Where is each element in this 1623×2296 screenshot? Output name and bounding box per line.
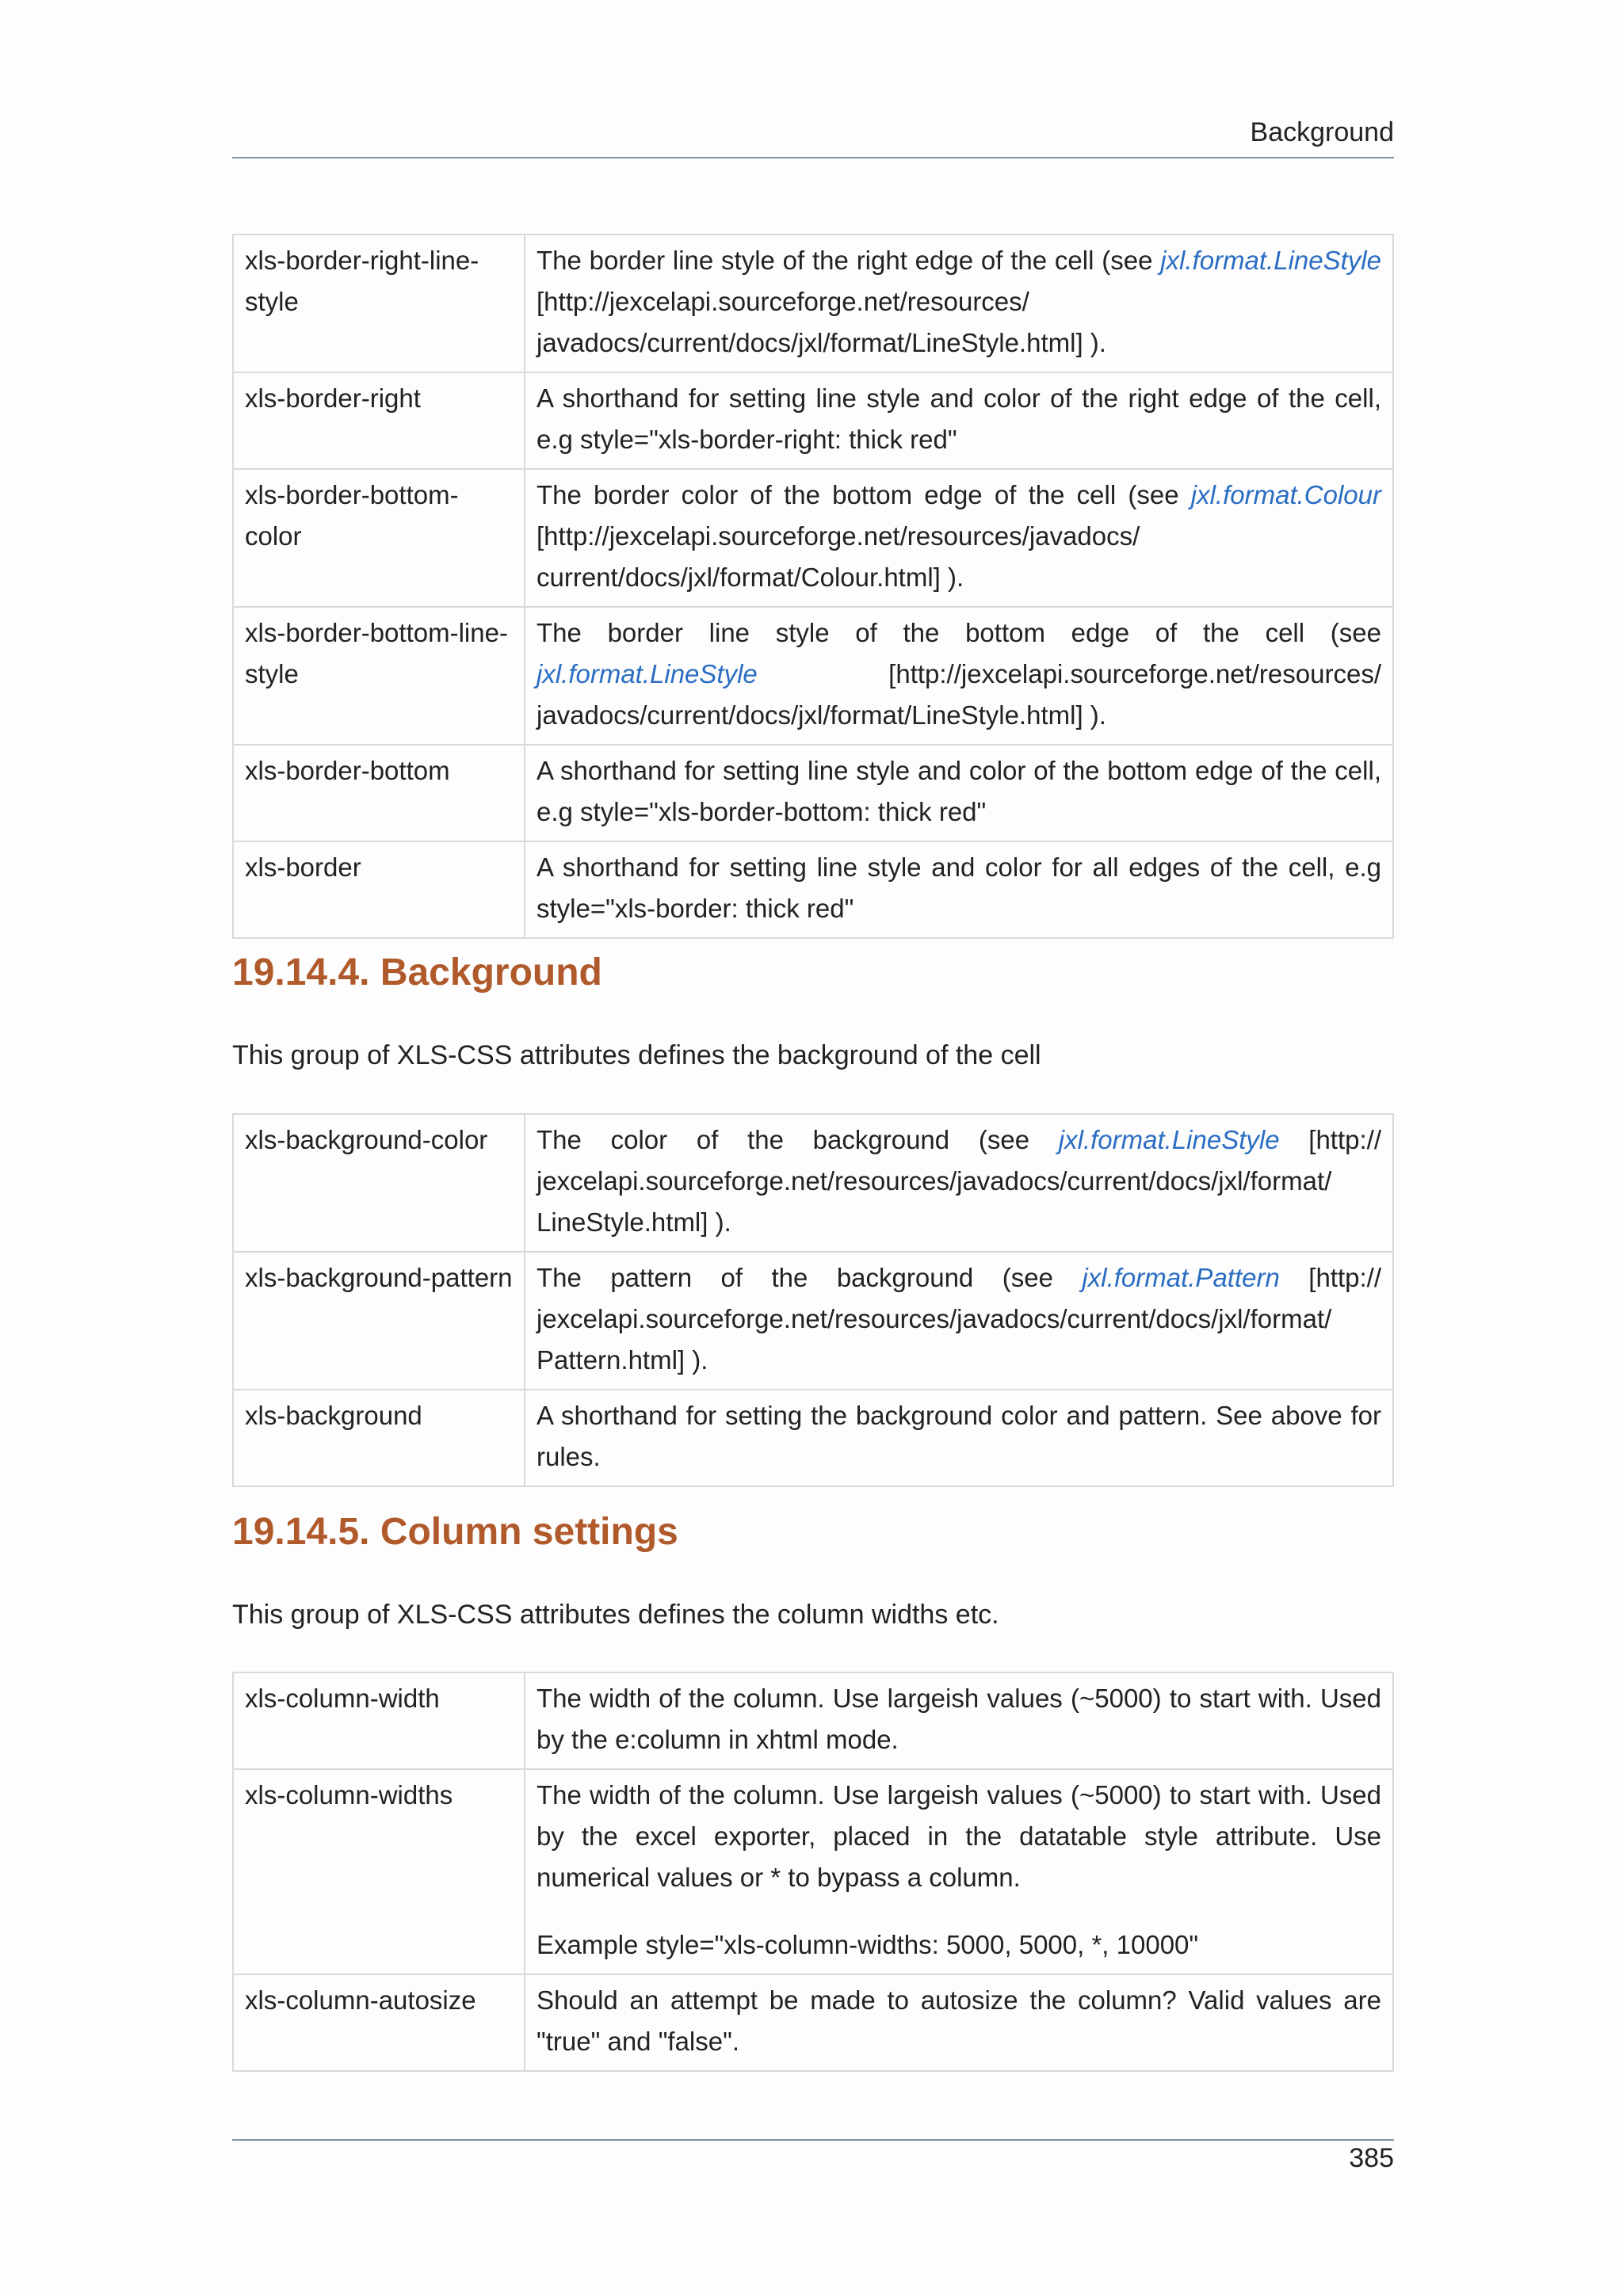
attribute-name: xls-border-bottom-color [233,469,525,607]
attribute-description: A shorthand for setting line style and color of the right edge of the cell, e.g style="xls-border-right: thick red" [525,372,1393,469]
table-row [233,1252,1393,1390]
attribute-description: The border line style of the right edge of the cell (see jxl.format.LineStyle [http://jexcelapi.sourceforge.net/resources/ javadocs/current/docs/jxl/format/LineStyle.html] ). [525,235,1393,372]
attribute-description: A shorthand for setting line style and color of the bottom edge of the cell, e.g style="xls-border-bottom: thick red" [525,745,1393,841]
attribute-name: xls-background-color [233,1114,525,1252]
background-attributes-table [232,1113,1394,1487]
attribute-description: The pattern of the background (see jxl.format.Pattern [http:// jexcelapi.sourceforge.net/resources/javadocs/current/docs/jxl/format/ Pattern.html] ). [525,1252,1393,1390]
attribute-description: The border line style of the bottom edge of the cell (see jxl.format.LineStyle [http://jexcelapi.sourceforge.net/resources/ javadocs/current/docs/jxl/format/LineStyle.html] ). [525,607,1393,745]
table-row [233,469,1393,607]
attribute-name: xls-column-autosize [233,1974,525,2071]
colour-link[interactable]: jxl.format.Colour [1190,480,1381,509]
attribute-description: Should an attempt be made to autosize the column? Valid values are "true" and "false". [525,1974,1393,2071]
section-intro-column-settings: This group of XLS-CSS attributes defines the column widths etc. [232,1600,999,1630]
attribute-description: A shorthand for setting line style and color for all edges of the cell, e.g style="xls-border: thick red" [525,841,1393,938]
section-heading-background: 19.14.4. Background [232,952,602,994]
linestyle-link[interactable]: jxl.format.LineStyle [1058,1125,1280,1154]
running-header: Background [1250,117,1394,147]
pattern-link[interactable]: jxl.format.Pattern [1082,1263,1280,1292]
table-row [233,372,1393,469]
attribute-name: xls-border-right [233,372,525,469]
attribute-description: The border color of the bottom edge of the cell (see jxl.format.Colour [http://jexcelapi.sourceforge.net/resources/javadocs/ current/docs/jxl/format/Colour.html] ). [525,469,1393,607]
table-row [233,1390,1393,1486]
attribute-name: xls-background-pattern [233,1252,525,1390]
linestyle-link[interactable]: jxl.format.LineStyle [1160,246,1381,275]
example-paragraph: Example style="xls-column-widths: 5000, 5000, *, 10000" [537,1930,1199,1959]
border-attributes-table [232,234,1394,939]
table-row [233,1974,1393,2071]
attribute-description: The color of the background (see jxl.format.LineStyle [http:// jexcelapi.sourceforge.net/resources/javadocs/current/docs/jxl/format/ LineStyle.html] ). [525,1114,1393,1252]
attribute-description: A shorthand for setting the background color and pattern. See above for rules. [525,1390,1393,1486]
table-row [233,1769,1393,1974]
table-row [233,1672,1393,1769]
section-heading-column-settings: 19.14.5. Column settings [232,1511,678,1553]
table-row [233,745,1393,841]
attribute-description: The width of the column. Use largeish values (~5000) to start with. Used by the e:column in xhtml mode. [525,1672,1393,1769]
footer-rule [232,2139,1394,2141]
attribute-description [525,1769,1393,1974]
table-row [233,1114,1393,1252]
attribute-name: xls-border-right-line-style [233,235,525,372]
table-row [233,841,1393,938]
column-attributes-table [232,1672,1394,2072]
attribute-name: xls-column-width [233,1672,525,1769]
linestyle-link[interactable]: jxl.format.LineStyle [537,659,758,688]
attribute-name: xls-border-bottom-line-style [233,607,525,745]
section-intro-background: This group of XLS-CSS attributes defines the background of the cell [232,1040,1041,1070]
attribute-name: xls-border [233,841,525,938]
attribute-name: xls-background [233,1390,525,1486]
table-row [233,235,1393,372]
page-number: 385 [1349,2143,1394,2173]
attribute-name: xls-column-widths [233,1769,525,1974]
description-paragraph: The width of the column. Use largeish values (~5000) to start with. Used by the excel exporter, placed in the datatable style attribute. Use numerical values or * to bypass a column. [537,1780,1381,1892]
header-rule [232,157,1394,158]
attribute-name: xls-border-bottom [233,745,525,841]
table-row [233,607,1393,745]
